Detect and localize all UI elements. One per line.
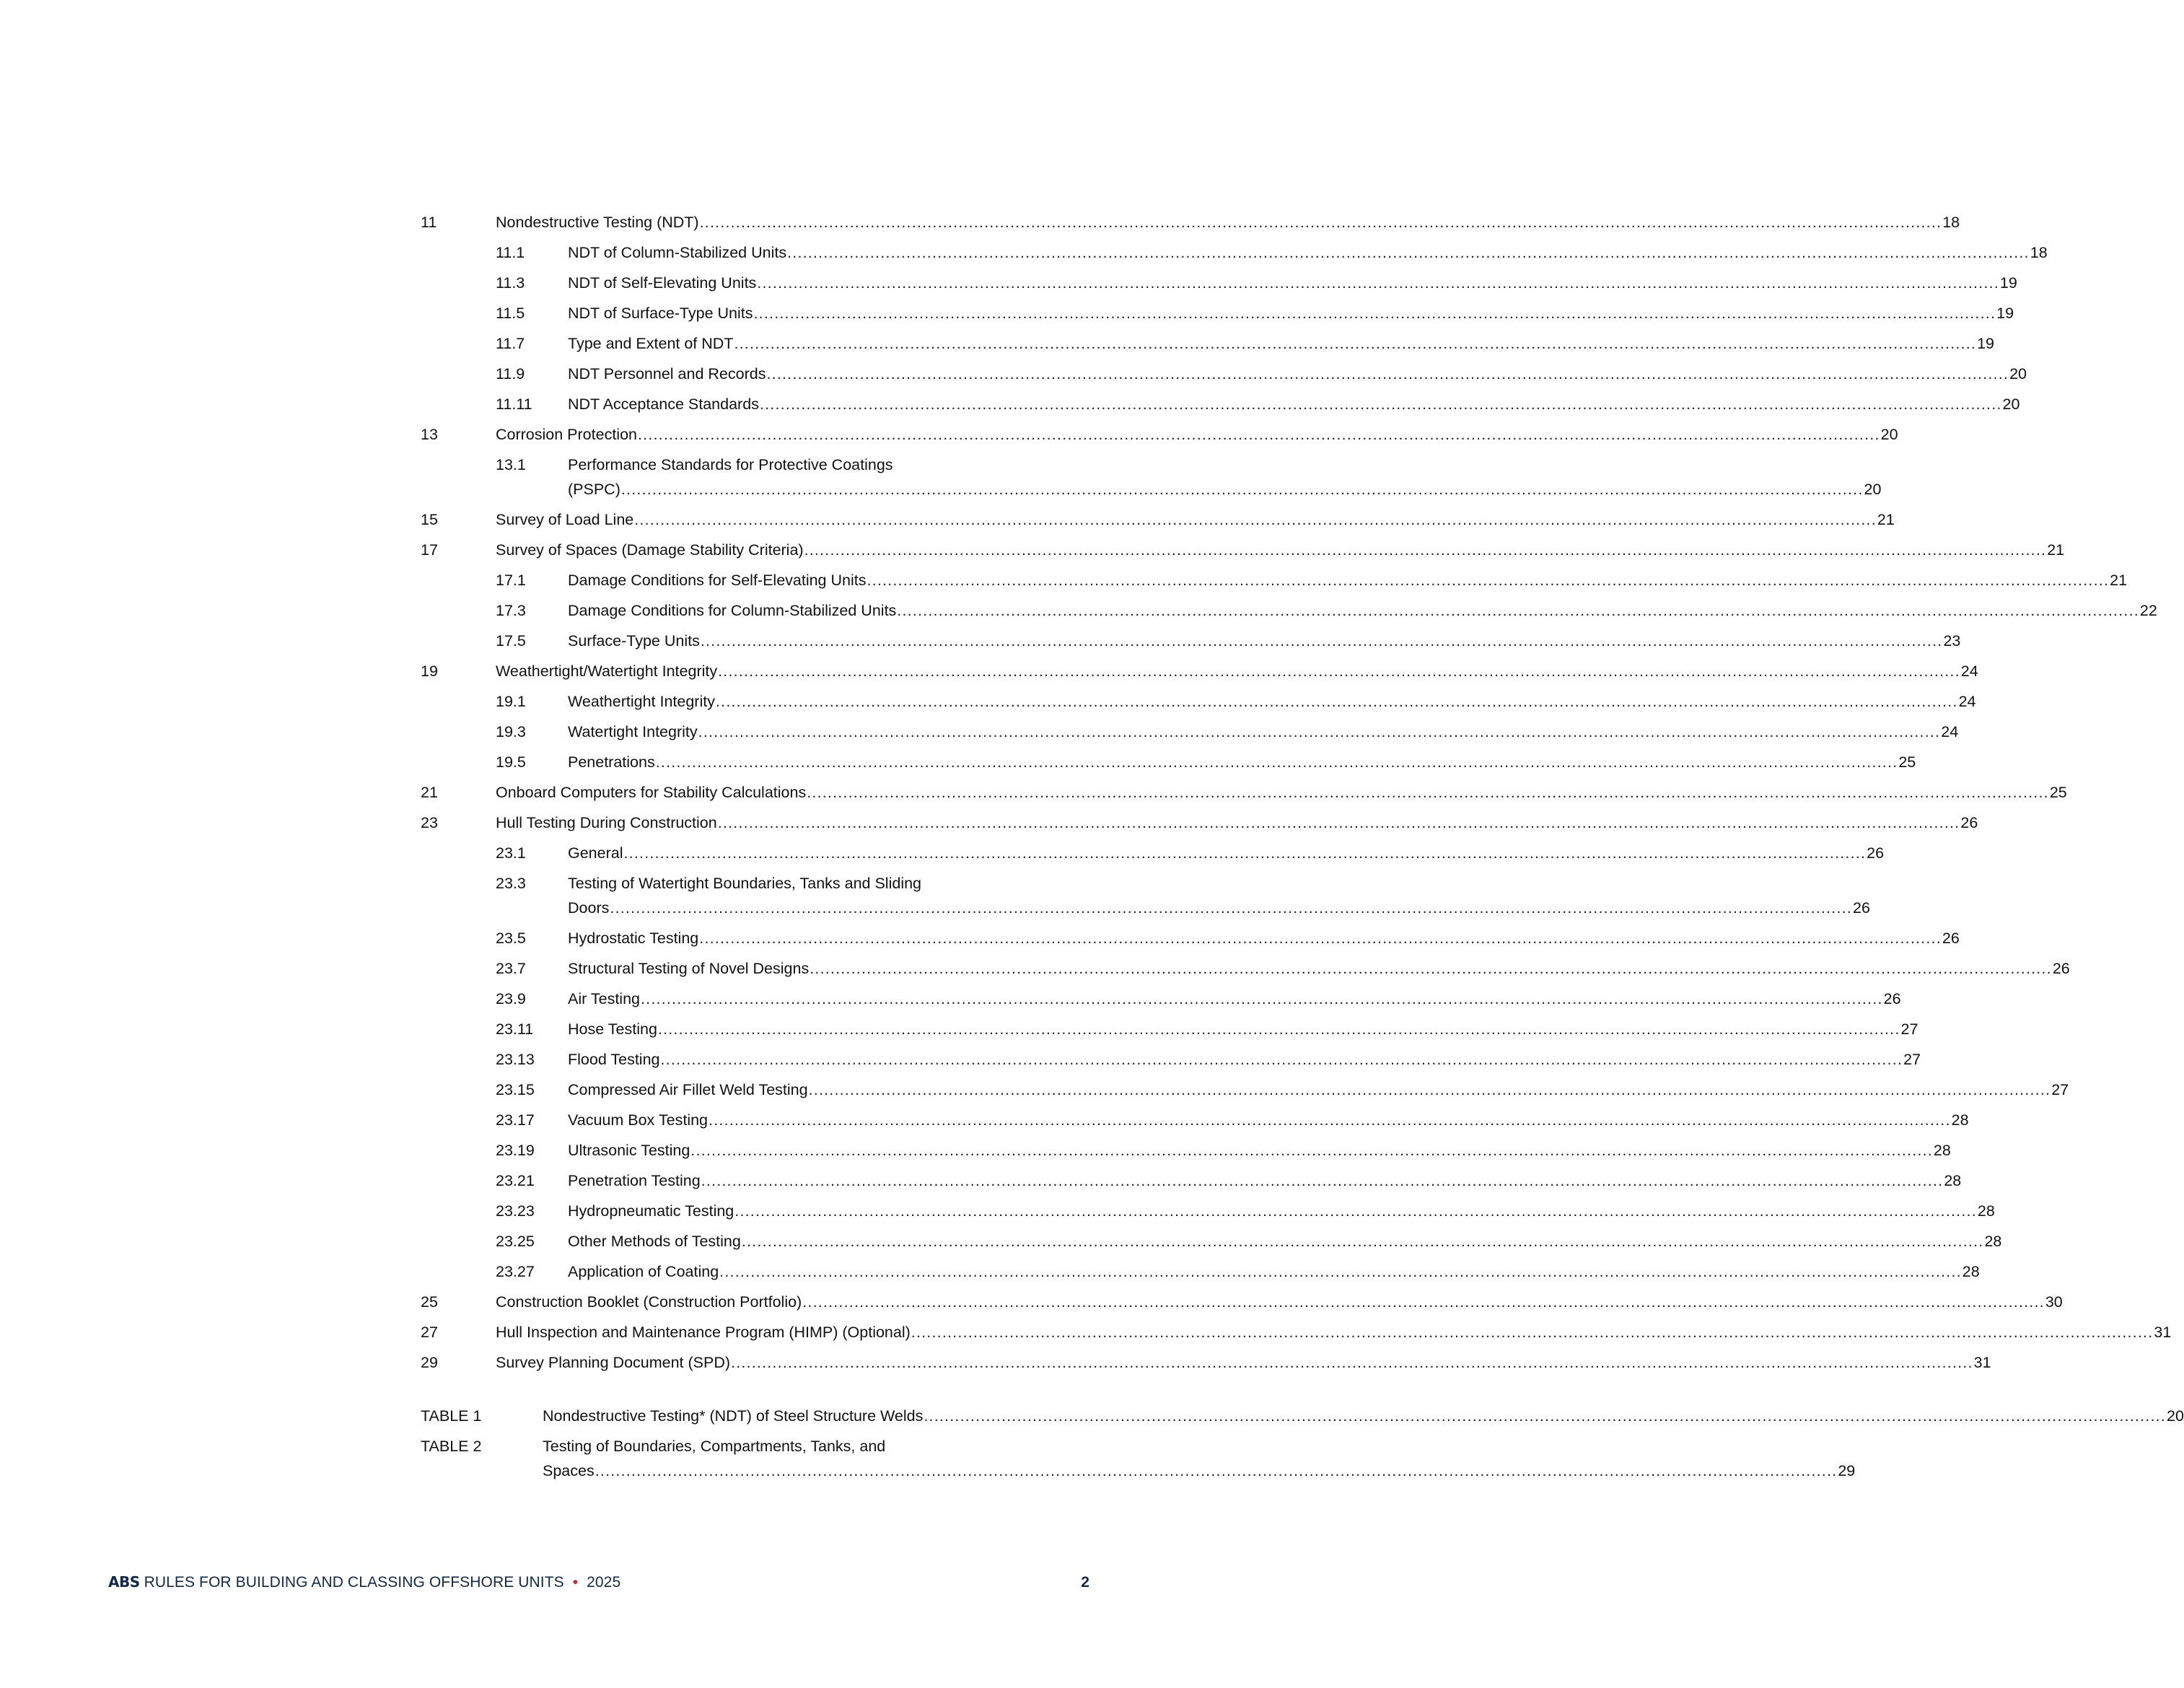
toc-entry[interactable] [421, 956, 2070, 981]
entry-title-block [568, 926, 1960, 950]
entry-leader-line [568, 1199, 1995, 1223]
toc-entry[interactable] [421, 1229, 2002, 1254]
section-number: 23.5 [496, 930, 526, 947]
section-number: 23.7 [496, 960, 526, 977]
entry-leader-line [496, 422, 1898, 447]
dot-leader [690, 1138, 1933, 1163]
entry-page-number: 30 [2045, 1293, 2063, 1311]
entry-leader-line [568, 629, 1960, 653]
entry-title: Damage Conditions for Self-Elevating Units [568, 572, 867, 589]
section-number: 23.27 [496, 1263, 535, 1280]
dot-leader [867, 568, 2109, 592]
footer-brand: ABS [108, 1573, 140, 1591]
section-number: 17.3 [496, 602, 526, 619]
entry-leader-line [568, 720, 1958, 744]
section-number: 11.1 [496, 244, 525, 261]
entry-title: Type and Extent of NDT [568, 335, 734, 352]
entry-title: Doors [568, 899, 610, 917]
entry-title: Penetration Testing [568, 1172, 701, 1189]
entry-leader-line [496, 538, 2064, 562]
entry-page-number: 28 [1984, 1233, 2002, 1250]
dot-leader [804, 538, 2047, 562]
footer-year: 2025 [587, 1574, 621, 1591]
entry-title-line1: Testing of Watertight Boundaries, Tanks and Sliding [568, 875, 922, 892]
entry-page-number: 19 [1999, 274, 2017, 292]
table-list-entry[interactable] [421, 1434, 1856, 1483]
entry-page-number: 31 [1973, 1354, 1991, 1371]
section-number: 23.19 [496, 1142, 535, 1159]
section-number: 23.23 [496, 1202, 535, 1220]
entry-leader-line [568, 1047, 1921, 1072]
page-footer [108, 1573, 1089, 1591]
dot-leader [701, 629, 1943, 653]
entry-leader-line [568, 1168, 1961, 1193]
dot-leader [656, 750, 1898, 774]
entry-title: Nondestructive Testing (NDT) [496, 214, 699, 231]
entry-leader-line [568, 362, 2027, 386]
dot-leader [911, 1320, 2154, 1344]
entry-leader-line [568, 841, 1884, 865]
entry-page-number: 19 [1977, 335, 1994, 352]
toc-entry[interactable] [421, 1017, 1918, 1041]
dot-leader [757, 271, 1999, 295]
entry-title-block [568, 871, 1870, 920]
entry-title-block [568, 956, 2070, 981]
toc-entry[interactable] [421, 987, 1901, 1011]
toc-entry[interactable] [421, 871, 1870, 920]
toc-entry[interactable] [421, 810, 1978, 835]
toc-entry[interactable] [421, 1350, 1991, 1375]
entry-leader-line [568, 240, 2048, 265]
dot-leader [621, 477, 1864, 502]
section-number: 17.1 [496, 572, 526, 589]
toc-entry[interactable] [421, 568, 2128, 592]
entry-title: Surface-Type Units [568, 632, 700, 650]
entry-title-block [568, 598, 2157, 623]
section-number: 23.11 [496, 1020, 534, 1038]
entry-title-block [568, 1229, 2001, 1254]
entry-title: Watertight Integrity [568, 723, 698, 740]
entry-title: Hydrostatic Testing [568, 930, 699, 947]
entry-title: Hose Testing [568, 1020, 657, 1038]
toc-entry[interactable] [421, 331, 1994, 356]
entry-title-block [496, 507, 1895, 532]
entry-title-block [568, 1259, 1980, 1284]
dot-leader [698, 720, 1941, 744]
footer-document-title: RULES FOR BUILDING AND CLASSING OFFSHORE UNITS [144, 1574, 564, 1591]
entry-leader-line [568, 926, 1960, 950]
toc-entry[interactable] [421, 422, 1898, 447]
entry-leader-line [568, 568, 2127, 592]
entry-title-line1: Testing of Boundaries, Compartments, Tanks, and [543, 1438, 886, 1455]
table-label: TABLE 1 [421, 1407, 482, 1425]
page-number: 2 [1081, 1574, 1089, 1591]
entry-page-number: 28 [1977, 1202, 1995, 1220]
entry-title-block [496, 210, 1960, 235]
entry-page-number: 24 [1958, 693, 1976, 710]
dot-leader [742, 1229, 1984, 1254]
entry-title: Compressed Air Fillet Weld Testing [568, 1081, 808, 1098]
entry-title-block [568, 301, 2014, 325]
entry-title-block [496, 659, 1978, 683]
toc-entry[interactable] [421, 750, 1916, 774]
entry-title-block [568, 1047, 1921, 1072]
toc-entry[interactable] [421, 629, 1961, 653]
entry-title-block [568, 568, 2127, 592]
dot-leader [718, 659, 1960, 683]
dot-leader [658, 1017, 1900, 1041]
entry-title-block [568, 392, 2019, 416]
section-number: 23.3 [496, 875, 526, 892]
entry-title: Corrosion Protection [496, 426, 637, 443]
entry-leader-line [568, 689, 1976, 714]
entry-page-number: 20 [2166, 1407, 2184, 1425]
entry-page-number: 20 [2009, 365, 2027, 382]
entry-title-block [568, 987, 1901, 1011]
entry-leader-line [496, 1320, 2171, 1344]
entry-title: NDT Acceptance Standards [568, 395, 759, 413]
entry-leader-line [496, 780, 2067, 805]
toc-entry[interactable] [421, 507, 1895, 532]
dot-leader [766, 362, 2009, 386]
toc-entry[interactable] [421, 1199, 1995, 1223]
entry-page-number: 24 [1941, 723, 1959, 740]
entry-title-block [496, 780, 2067, 805]
entry-title-block [568, 1108, 1969, 1132]
entry-title: Vacuum Box Testing [568, 1111, 709, 1129]
section-number: 11.5 [496, 305, 525, 322]
toc-entry[interactable] [421, 538, 2065, 562]
toc-entry[interactable] [421, 271, 2017, 295]
toc-entry[interactable] [421, 1290, 2063, 1314]
entry-title: NDT of Column-Stabilized Units [568, 244, 787, 261]
dot-leader [699, 926, 1942, 950]
entry-leader-line [496, 659, 1978, 683]
entry-leader-line [568, 1017, 1918, 1041]
entry-page-number: 25 [2049, 784, 2067, 801]
section-number: 13 [421, 426, 438, 443]
entry-page-number: 23 [1943, 632, 1961, 650]
entry-leader-line [496, 210, 1960, 235]
toc-entry[interactable] [421, 1077, 2069, 1102]
entry-leader-line [568, 392, 2019, 416]
entry-page-number: 20 [2002, 395, 2020, 413]
section-number: 15 [421, 511, 438, 528]
entry-title-block [568, 720, 1958, 744]
section-number: 23.9 [496, 990, 526, 1007]
entry-page-number: 26 [1883, 990, 1901, 1007]
dot-leader [641, 987, 1883, 1011]
section-number: 11.3 [496, 274, 525, 292]
section-number: 19.5 [496, 753, 526, 771]
entry-title: NDT Personnel and Records [568, 365, 766, 382]
section-number: 17 [421, 541, 438, 559]
list-of-tables [421, 1404, 2184, 1489]
entry-page-number: 21 [2047, 541, 2065, 559]
entry-title: Spaces [543, 1462, 595, 1479]
entry-title: Hydropneumatic Testing [568, 1202, 734, 1220]
entry-page-number: 27 [1900, 1020, 1918, 1038]
section-number: 23.13 [496, 1051, 535, 1068]
dot-leader [809, 1077, 2051, 1102]
entry-title: Air Testing [568, 990, 640, 1007]
section-number: 23.1 [496, 844, 526, 862]
entry-leader-line [568, 598, 2157, 623]
section-number: 11 [421, 214, 437, 231]
entry-title-block [496, 1350, 1991, 1375]
toc-entry[interactable] [421, 1047, 1921, 1072]
dot-leader [634, 507, 1877, 532]
dot-leader [734, 1199, 1977, 1223]
section-number: 11.9 [496, 365, 525, 382]
entry-title: General [568, 844, 623, 862]
entry-title-block [568, 841, 1884, 865]
section-number: 25 [421, 1293, 438, 1311]
entry-leader-line [568, 477, 1881, 502]
dot-leader [595, 1459, 1838, 1483]
dot-leader [624, 841, 1867, 865]
section-number: 17.5 [496, 632, 526, 650]
entry-page-number: 29 [1838, 1462, 1856, 1479]
entry-leader-line [568, 1108, 1969, 1132]
entry-title: Weathertight/Watertight Integrity [496, 662, 718, 680]
entry-leader-line [568, 896, 1870, 920]
entry-leader-line [568, 750, 1916, 774]
section-number: 23 [421, 814, 438, 831]
dot-leader [787, 240, 2030, 265]
toc-entry[interactable] [421, 926, 1960, 950]
entry-leader-line [543, 1404, 2184, 1428]
toc-entry[interactable] [421, 1168, 1962, 1193]
entry-title-block [568, 452, 1881, 502]
entry-leader-line [543, 1459, 1855, 1483]
dot-leader [897, 598, 2139, 623]
entry-leader-line [496, 1290, 2063, 1314]
section-number: 19.3 [496, 723, 526, 740]
toc-entry[interactable] [421, 301, 2014, 325]
toc-entry[interactable] [421, 1259, 1980, 1284]
entry-title-block [568, 1138, 1951, 1163]
entry-title-block [568, 629, 1960, 653]
entry-title-block [496, 1320, 2171, 1344]
entry-page-number: 19 [1996, 305, 2014, 322]
entry-title-block [568, 1168, 1961, 1193]
entry-leader-line [496, 1350, 1991, 1375]
dot-leader [700, 210, 1942, 235]
entry-title-block [568, 331, 1994, 356]
entry-leader-line [496, 507, 1895, 532]
dot-leader [810, 956, 2052, 981]
entry-title: Other Methods of Testing [568, 1233, 741, 1250]
entry-title: Survey of Spaces (Damage Stability Criteria) [496, 541, 804, 559]
entry-leader-line [568, 1138, 1951, 1163]
entry-title: Weathertight Integrity [568, 693, 715, 710]
entry-page-number: 22 [2139, 602, 2157, 619]
entry-title: Structural Testing of Novel Designs [568, 960, 810, 977]
toc-entry[interactable] [421, 659, 1978, 683]
section-number: 23.21 [496, 1172, 535, 1189]
entry-title-block [568, 1077, 2069, 1102]
entry-page-number: 20 [1880, 426, 1898, 443]
entry-leader-line [568, 1077, 2069, 1102]
entry-page-number: 21 [2110, 572, 2128, 589]
entry-title-block [543, 1404, 2184, 1428]
entry-leader-line [568, 271, 2017, 295]
table-of-contents [421, 210, 2172, 1381]
dot-leader [709, 1108, 1951, 1132]
entry-leader-line [496, 810, 1978, 835]
dot-leader [716, 689, 1958, 714]
dot-leader [754, 301, 1996, 325]
entry-page-number: 28 [1951, 1111, 1969, 1129]
dot-leader [719, 1259, 1962, 1284]
entry-leader-line [568, 1259, 1980, 1284]
toc-entry[interactable] [421, 392, 2020, 416]
section-number: 23.15 [496, 1081, 535, 1098]
toc-entry[interactable] [421, 720, 1959, 744]
entry-title-block [568, 271, 2017, 295]
entry-page-number: 26 [1942, 930, 1960, 947]
dot-leader [802, 1290, 2045, 1314]
dot-leader [731, 1350, 1973, 1375]
entry-title: Ultrasonic Testing [568, 1142, 690, 1159]
entry-title: Application of Coating [568, 1263, 719, 1280]
entry-title: Hull Testing During Construction [496, 814, 717, 831]
section-number: 23.17 [496, 1111, 535, 1129]
entry-page-number: 26 [2052, 960, 2070, 977]
toc-entry[interactable] [421, 452, 1882, 502]
entry-leader-line [568, 331, 1994, 356]
entry-page-number: 31 [2154, 1324, 2172, 1341]
dot-leader [734, 331, 1976, 356]
entry-page-number: 25 [1898, 753, 1916, 771]
entry-title-block [543, 1434, 1855, 1483]
dot-leader [638, 422, 1880, 447]
entry-title-block [568, 1199, 1995, 1223]
entry-title-block [496, 810, 1978, 835]
entry-title: Construction Booklet (Construction Portfolio) [496, 1293, 802, 1311]
table-label: TABLE 2 [421, 1438, 482, 1455]
entry-page-number: 20 [1864, 481, 1882, 498]
toc-entry[interactable] [421, 689, 1976, 714]
entry-page-number: 21 [1877, 511, 1895, 528]
dot-leader [661, 1047, 1903, 1072]
toc-entry[interactable] [421, 1108, 1969, 1132]
section-number: 11.11 [496, 395, 532, 413]
entry-page-number: 26 [1852, 899, 1870, 917]
entry-page-number: 18 [1942, 214, 1960, 231]
table-list-entry[interactable] [421, 1404, 2184, 1428]
entry-leader-line [568, 987, 1901, 1011]
entry-title-block [496, 538, 2064, 562]
entry-page-number: 28 [1962, 1263, 1980, 1280]
entry-title-block [568, 240, 2048, 265]
section-number: 23.25 [496, 1233, 535, 1250]
dot-leader [760, 392, 2002, 416]
section-number: 27 [421, 1324, 438, 1341]
toc-entry[interactable] [421, 240, 2048, 265]
entry-title: Penetrations [568, 753, 655, 771]
entry-page-number: 28 [1944, 1172, 1962, 1189]
entry-title-block [568, 750, 1916, 774]
section-number: 13.1 [496, 456, 526, 473]
toc-entry[interactable] [421, 598, 2157, 623]
entry-page-number: 27 [1903, 1051, 1921, 1068]
section-number: 11.7 [496, 335, 525, 352]
footer-title-block [108, 1573, 620, 1591]
entry-page-number: 26 [1960, 814, 1978, 831]
dot-leader [610, 896, 1852, 920]
entry-title: NDT of Self-Elevating Units [568, 274, 757, 292]
entry-title: Hull Inspection and Maintenance Program (HIMP) (Optional) [496, 1324, 911, 1341]
section-number: 19 [421, 662, 438, 680]
entry-page-number: 24 [1960, 662, 1978, 680]
toc-entry[interactable] [421, 210, 1960, 235]
entry-leader-line [568, 301, 2014, 325]
dot-leader [718, 810, 1960, 835]
entry-title: NDT of Surface-Type Units [568, 305, 753, 322]
entry-title: Survey Planning Document (SPD) [496, 1354, 731, 1371]
entry-page-number: 26 [1867, 844, 1885, 862]
toc-entry[interactable] [421, 1138, 1951, 1163]
entry-page-number: 27 [2051, 1081, 2069, 1098]
dot-leader [701, 1168, 1944, 1193]
entry-title-block [568, 1017, 1918, 1041]
section-number: 29 [421, 1354, 438, 1371]
entry-title-block [568, 689, 1976, 714]
entry-title-block [496, 422, 1898, 447]
section-number: 19.1 [496, 693, 526, 710]
dot-leader [924, 1404, 2166, 1428]
toc-entry[interactable] [421, 780, 2067, 805]
entry-title: (PSPC) [568, 481, 620, 498]
entry-title-block [568, 362, 2027, 386]
entry-page-number: 28 [1933, 1142, 1951, 1159]
entry-title-line1: Performance Standards for Protective Coatings [568, 456, 893, 473]
entry-page-number: 18 [2030, 244, 2048, 261]
dot-leader [807, 780, 2049, 805]
entry-title: Survey of Load Line [496, 511, 634, 528]
toc-entry[interactable] [421, 362, 2027, 386]
entry-title-block [496, 1290, 2063, 1314]
footer-separator-dot: • [572, 1574, 579, 1591]
entry-title: Damage Conditions for Column-Stabilized Units [568, 602, 897, 619]
entry-title: Onboard Computers for Stability Calculations [496, 784, 807, 801]
entry-leader-line [568, 1229, 2001, 1254]
entry-title: Nondestructive Testing* (NDT) of Steel Structure Welds [543, 1407, 924, 1425]
toc-entry[interactable] [421, 1320, 2172, 1344]
entry-leader-line [568, 956, 2070, 981]
toc-entry[interactable] [421, 841, 1885, 865]
section-number: 21 [421, 784, 438, 801]
entry-title: Flood Testing [568, 1051, 660, 1068]
